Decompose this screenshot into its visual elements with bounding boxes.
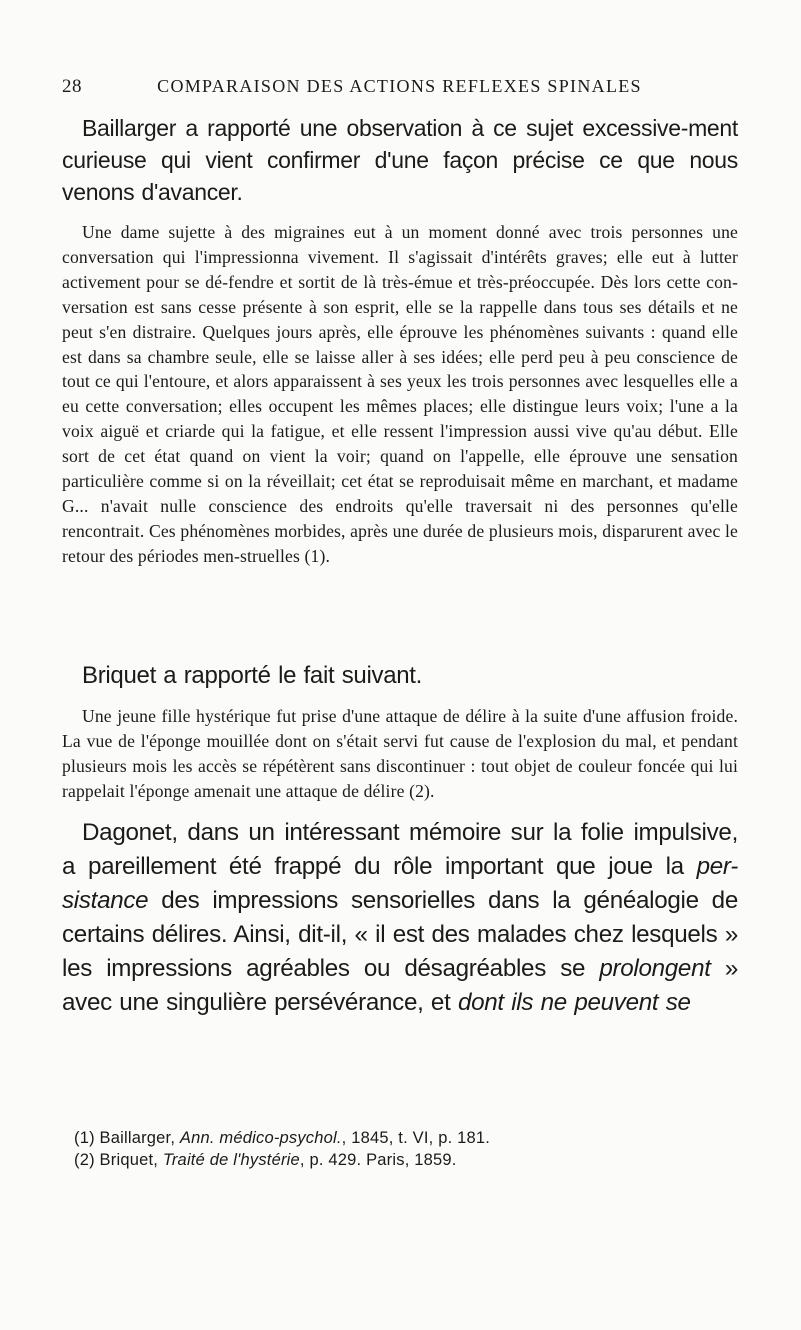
- italic-run: dont ils ne peuvent se: [457, 989, 691, 1016]
- footnote-text: , p. 429. Paris, 1859.: [299, 1151, 457, 1169]
- paragraph-hysteria-case: [62, 704, 738, 804]
- running-title: COMPARAISON DES ACTIONS REFLEXES SPINALES: [157, 76, 642, 96]
- paragraph-briquet-intro: [62, 660, 738, 692]
- running-head: [62, 76, 737, 104]
- paragraph-migraine-case: [62, 220, 738, 569]
- footnote-italic: Ann. médico-psychol.: [179, 1129, 342, 1147]
- footnote-2: [74, 1149, 734, 1171]
- footnote-1: [74, 1127, 734, 1149]
- footnotes: [74, 1127, 734, 1171]
- italic-run: per-sistance: [62, 853, 738, 914]
- italic-run: prolongent: [599, 955, 711, 982]
- text-run: Dagonet, dans un intéressant mémoire sur la folie impulsive, a pareillement été frappé du rôle important que joue la: [62, 819, 738, 880]
- footnote-text: (1) Baillarger,: [74, 1129, 180, 1147]
- paragraph-dagonet: [62, 816, 738, 1020]
- footnote-text: , 1845, t. VI, p. 181.: [341, 1129, 491, 1147]
- paragraph-text: Briquet a rapporté le fait suivant.: [82, 662, 423, 689]
- paragraph-text: Une dame sujette à des migraines eut à un moment donné avec trois personnes une conversation qui l'impressionna vivement. Il s'agissait d'intérêts graves; elle eut à lutter activement pour se dé-fendre et sortit de là très-émue et très-préoccupée. Dès lors cette con-versation est sans cesse présente à son esprit, elle se la rappelle dans tous ses détails et ne peut s'en distraire. Quelques jours après, elle éprouve les phénomènes suivants : quand elle est dans sa chambre seule, elle se laisse aller à ses idées; elle perd peu à peu conscience de tout ce qui l'entoure, et alors apparaissent à ses yeux les trois personnes avec lesquelles elle a eu cette conversation; elles occupent les mêmes places; elle distingue leurs voix; l'une a la voix aiguë et criarde qui la fatigue, et elle ressent l'impression aussi vive qu'au début. Elle sort de cet état quand on vient la voir; quand on l'appelle, elle éprouve une sensation particulière comme si on la réveillait; cet état se reproduisait même en marchant, et madame G... n'avait nulle conscience des endroits qu'elle traversait ni des personnes qu'elle rencontrait. Ces phénomènes morbides, après une durée de plusieurs mois, disparurent avec le retour des périodes men-struelles (1).: [62, 222, 738, 566]
- paragraph-text: Une jeune fille hystérique fut prise d'une attaque de délire à la suite d'une affusion froide. La vue de l'éponge mouillée dont on s'était servi fut cause de l'explosion du mal, et pendant plusieurs mois les accès se répétèrent sans discontinuer : tout objet de couleur foncée qui lui rappelait l'éponge amenait une attaque de délire (2).: [62, 706, 738, 801]
- paragraph-text: [62, 816, 738, 1020]
- page-number: 28: [62, 76, 82, 97]
- paragraph-baillarger-intro: [62, 112, 738, 208]
- paragraph-text: Baillarger a rapporté une observation à ce sujet excessive-ment curieuse qui vient confirmer d'une façon précise ce que nous venons d'avancer.: [62, 115, 738, 205]
- text-run: » avec une singulière persévérance, et: [62, 955, 738, 1016]
- footnote-italic: Traité de l'hystérie: [162, 1151, 300, 1169]
- text-run: des impressions sensorielles dans la généalogie de certains délires. Ainsi, dit-il, « il est des malades chez lesquels » les impressions agréables ou désagréables se: [62, 887, 738, 982]
- footnote-text: (2) Briquet,: [74, 1151, 163, 1169]
